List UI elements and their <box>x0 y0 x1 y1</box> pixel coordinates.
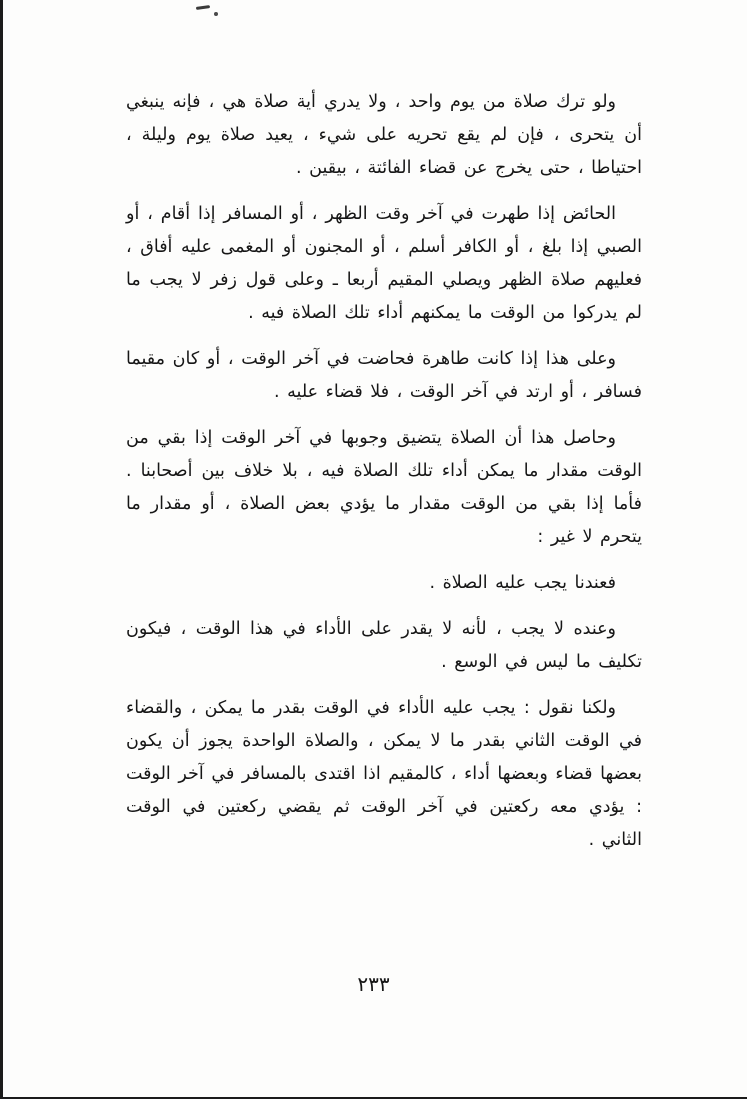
paragraph: الحائض إذا طهرت في آخر وقت الظهر ، أو المسافر إذا أقام ، أو الصبي إذا بلغ ، أو الكافر أسلم ، أو المجنون أو المغمى عليه أفاق ، فعليهم صلاة الظهر ويصلي المقيم أربعا ـ وعلى قول زفر لا يجب ما لم يدركوا من الوقت ما يمكنهم أداء تلك الصلاة فيه . <box>126 204 642 323</box>
scan-speck-artifact <box>196 5 210 10</box>
paragraph: فعندنا يجب عليه الصلاة . <box>429 573 616 593</box>
paragraph: ولو ترك صلاة من يوم واحد ، ولا يدري أية صلاة هي ، فإنه ينبغي أن يتحرى ، فإن لم يقع تحريه على شيء ، يعيد صلاة يوم وليلة ، احتياطا ، حتى يخرج عن قضاء الفائتة ، بيقين . <box>126 92 642 178</box>
page-text-block <box>126 86 642 857</box>
paragraph: ولكنا نقول : يجب عليه الأداء في الوقت بقدر ما يمكن ، والقضاء في الوقت الثاني بقدر ما لا يمكن ، والصلاة الواحدة يجوز أن يكون بعضها قضاء وبعضها أداء ، كالمقيم اذا اقتدى بالمسافر في آخر الوقت : يؤدي معه ركعتين في آخر الوقت ثم يقضي ركعتين في الوقت الثاني . <box>126 698 642 850</box>
paragraph: وحاصل هذا أن الصلاة يتضيق وجوبها في آخر الوقت إذا بقي من الوقت مقدار ما يمكن أداء تلك الصلاة فيه ، بلا خلاف بين أصحابنا . فأما إذا بقي من الوقت مقدار ما يؤدي بعض الصلاة ، أو مقدار ما يتحرم لا غير : <box>126 428 642 547</box>
scan-edge-artifact-left <box>0 0 3 1099</box>
scan-speck-artifact <box>214 12 218 16</box>
paragraph: وعلى هذا إذا كانت طاهرة فحاضت في آخر الوقت ، أو كان مقيما فسافر ، أو ارتد في آخر الوقت ، فلا قضاء عليه . <box>126 349 642 402</box>
paragraph: وعنده لا يجب ، لأنه لا يقدر على الأداء في هذا الوقت ، فيكون تكليف ما ليس في الوسع . <box>126 619 642 672</box>
page-number: ٢٣٣ <box>357 972 390 996</box>
